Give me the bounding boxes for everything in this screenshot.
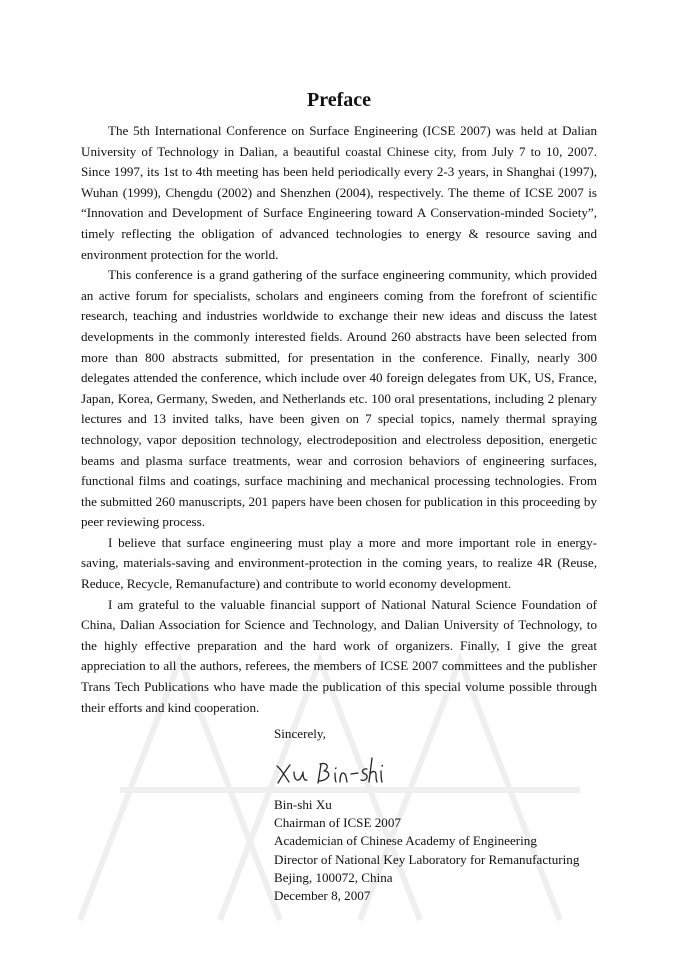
letter-date: December 8, 2007 [274,888,371,904]
signatory-location: Bejing, 100072, China [274,869,393,885]
paragraph-acknowledgements: I am grateful to the valuable financial support of National Natural Science Foundation of China, Dalian Association for Science and Technology, and Dalian University of Technology, to the highly effective preparation and the hard work of organizers. Finally, I give the great appreciation to all the authors, referees, the members of ICSE 2007 committees and the publisher Trans Tech Publications who have made the publication of this special volume possible through their efforts and kind cooperation. [81,596,597,715]
closing-block [274,724,634,905]
paragraph-conference-details: This conference is a grand gathering of the surface engineering community, which provided an active forum for specialists, scholars and engineers coming from the forefront of scientific research, teaching and industries worldwide to exchange their new ideas and discuss the latest developments in the commonly interested fields. Around 260 abstracts have been selected from more than 800 abstracts submitted, for presentation in the conference. Finally, nearly 300 delegates attended the conference, which include over 40 foreign delegates from UK, US, France, Japan, Korea, Germany, Sweden, and Netherlands etc. 100 oral presentations, including 2 plenary lectures and 13 invited talks, have been given on 7 special topics, namely thermal spraying technology, vapor deposition technology, electrodeposition and electroless deposition, energetic beams and plasma surface treatments, wear and corrosion behaviors of engineering surfaces, functional films and coatings, surface machining and mechanical processing technologies. From the submitted 260 manuscripts, 201 papers have been chosen for publication in this proceeding by peer reviewing process. [81,267,597,530]
page-title: Preface [306,89,372,111]
handwritten-signature [274,752,394,788]
preface-body [81,121,597,718]
salutation: Sincerely, [274,726,326,741]
signatory-title-director: Director of National Key Laboratory for Remanufacturing [274,851,580,867]
paragraph-outlook: I believe that surface engineering must play a more and more important role in energy-saving, materials-saving and environment-protection in the coming years, to realize 4R (Reuse, Reduce, Recycle, Remanufacture) and contribute to world economy development. [81,534,597,592]
signatory-name: Bin-shi Xu [274,797,332,812]
paragraph-conference-overview: The 5th International Conference on Surface Engineering (ICSE 2007) was held at Dalian University of Technology in Dalian, a beautiful coastal Chinese city, from July 7 to 10, 2007. Since 1997, its 1st to 4th meeting has been held periodically every 2-3 years, in Shanghai (1997), Wuhan (1999), Chengdu (2002) and Shenzhen (2004), respectively. The theme of ICSE 2007 is “Innovation and Development of Surface Engineering toward A Conservation-minded Society”, timely reflecting the obligation of advanced technologies to energy & resource saving and environment protection for the world. [81,123,597,262]
signatory-title-academician: Academician of Chinese Academy of Engineering [274,833,537,849]
signatory-title-chairman: Chairman of ICSE 2007 [274,815,401,831]
